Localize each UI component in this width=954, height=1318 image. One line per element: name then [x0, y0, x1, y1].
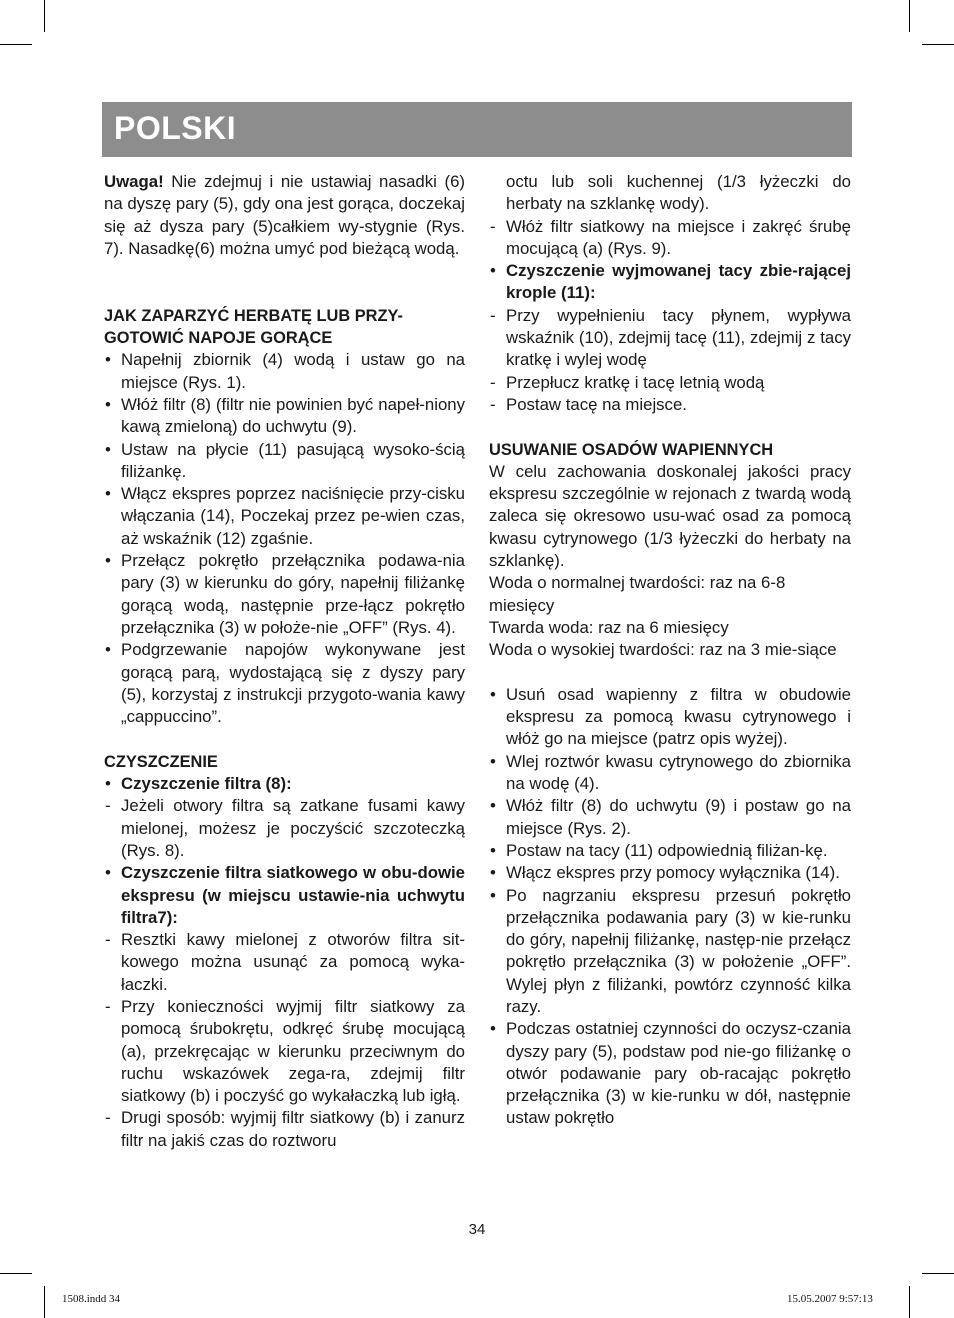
dash-item: - Przepłucz kratkę i tacę letnią wodą — [490, 372, 765, 392]
crop-mark — [909, 1286, 910, 1318]
list-item: • Napełnij zbiornik (4) wodą i ustaw go na miejsce (Rys. 1). — [105, 350, 465, 392]
subheading-filter: • Czyszczenie filtra (8): — [105, 774, 292, 794]
crop-mark — [44, 1286, 45, 1318]
dash-item: - Resztki kawy mielonej z otworów filtra sit-kowego można usunąć za pomocą wyka-łaczki. — [105, 930, 465, 994]
hardness-line: Twarda woda: raz na 6 miesięcy — [489, 617, 729, 637]
section-heading-tea: JAK ZAPARZYĆ HERBATĘ LUB PRZY-GOTOWIĆ NAPOJE GORĄCE — [104, 306, 403, 348]
list-item: • Po nagrzaniu ekspresu przesuń pokrętło przełącznika podawania pary (3) w kie-runku do góry, napełnij filiżankę, następ-nie przełącz pokrętło przełącznika (3) w położenie „OFF”. Wylej płyn z filiżanki, powtórz czynność kilka razy. — [490, 885, 851, 1016]
list-item: • Przełącz pokrętło przełącznika podawa-nia pary (3) w kierunku do góry, napełnij filiżankę gorącą wodą, następnie prze-łącz pokrętło przełącznika (3) w położe-nie „OFF” (Rys. 4). — [105, 551, 465, 637]
list-item: • Podczas ostatniej czynności do oczysz-czania dyszy pary (5), podstaw pod nie-go filiżankę o otwór podawanie pary ob-racając pokrętło przełącznika (3) w kie-runku w dół, następnie ustaw pokrętło — [490, 1019, 851, 1128]
warning-label: Uwaga! — [104, 172, 164, 191]
list-item: • Włącz ekspres poprzez naciśnięcie przy-cisku włączania (14), Poczekaj przez pe-wien czas, aż wskaźnik (12) zgaśnie. — [105, 484, 465, 548]
crop-mark — [0, 1273, 32, 1274]
crop-mark — [909, 0, 910, 32]
warning-text: Nie zdejmuj i nie ustawiaj nasadki (6) na dyszę pary (5), gdy ona jest gorąca, doczekaj się aż dysza pary (5)całkiem wy-stygnie (Rys. 7). Nasadkę(6) można umyć pod bieżącą wodą. — [104, 172, 465, 258]
language-header — [102, 102, 852, 157]
warning-paragraph — [104, 171, 465, 260]
dash-item: - Postaw tacę na miejsce. — [490, 394, 687, 414]
subheading-tray: • Czyszczenie wyjmowanej tacy zbie-rającej krople (11): — [490, 261, 851, 303]
dash-item: - Włóż filtr siatkowy na miejsce i zakręć śrubę mocującą (a) (Rys. 9). — [490, 216, 851, 258]
list-item: • Włóż filtr (8) do uchwytu (9) i postaw go na miejsce (Rys. 2). — [490, 796, 851, 838]
list-item: • Ustaw na płycie (11) pasującą wysoko-ścią filiżankę. — [105, 439, 465, 481]
list-item: • Usuń osad wapienny z filtra w obudowie ekspresu za pomocą kwasu cytrynowego i włóż go na miejsce (patrz opis wyżej). — [490, 684, 851, 749]
section-heading-descaling: USUWANIE OSADÓW WAPIENNYCH — [489, 440, 774, 459]
right-column — [489, 171, 851, 1130]
hardness-line: Woda o normalnej twardości: raz na 6-8 miesięcy — [489, 573, 786, 615]
crop-mark — [922, 1273, 954, 1274]
dash-item: - Jeżeli otwory filtra są zatkane fusami kawy mielonej, możesz je poczyścić szczoteczką (Rys. 8). — [105, 796, 465, 860]
crop-mark — [44, 0, 45, 32]
hardness-line: Woda o wysokiej twardości: raz na 3 mie-siące — [489, 640, 837, 660]
dash-item: - Przy konieczności wyjmij filtr siatkowy za pomocą śrubokrętu, odkręć śrubę mocującą (a), przekręcając w kierunku przeciwnym do ruchu wskazówek zega-ra, zdejmij filtr siatkowy (b) i poczyść go wykałaczką lub igłą. — [105, 996, 465, 1106]
continuation-text: octu lub soli kuchennej (1/3 łyżeczki do herbaty na szklankę wody). — [506, 172, 851, 214]
list-item: • Włóż filtr (8) (filtr nie powinien być napeł-niony kawą zmieloną) do uchwytu (9). — [105, 394, 465, 437]
list-item: • Postaw na tacy (11) odpowiednią filiżan-kę. — [490, 840, 828, 860]
dash-item: - Drugi sposób: wyjmij filtr siatkowy (b) i zanurz filtr na jakiś czas do roztworu — [105, 1108, 465, 1150]
crop-mark — [922, 44, 954, 45]
footer-file-name: 1508.indd 34 — [62, 1293, 121, 1305]
subheading-mesh-filter: • Czyszczenie filtra siatkowego w obu-dowie ekspresu (w miejscu ustawie-nia uchwytu filtra7): — [105, 863, 465, 927]
dash-item: - Przy wypełnieniu tacy płynem, wypływa wskaźnik (10), zdejmij tacę (11), zdejmij z tacy kratkę i wylej wodę — [490, 305, 851, 370]
left-column — [104, 171, 465, 1152]
crop-mark — [0, 44, 32, 45]
descale-intro: W celu zachowania doskonalej jakości pracy ekspresu szczególnie w rejonach z twardą wodą zaleca się okresowo usu-wać osad za pomocą kwasu cytrynowego (1/3 łyżeczki do herbaty na szklankę). — [489, 461, 851, 571]
section-heading-cleaning: CZYSZCZENIE — [104, 752, 218, 771]
page-title: POLSKI — [114, 110, 237, 146]
list-item: • Włącz ekspres przy pomocy wyłącznika (14). — [490, 863, 840, 883]
page-number: 34 — [468, 1221, 486, 1238]
list-item: • Wlej roztwór kwasu cytrynowego do zbiornika na wodę (4). — [490, 751, 851, 794]
list-item: • Podgrzewanie napojów wykonywane jest gorącą parą, wydostającą się z dyszy pary (5), korzystaj z instrukcji przygoto-wania kawy „cappuccino”. — [105, 640, 465, 727]
footer-timestamp: 15.05.2007 9:57:13 — [787, 1293, 873, 1305]
